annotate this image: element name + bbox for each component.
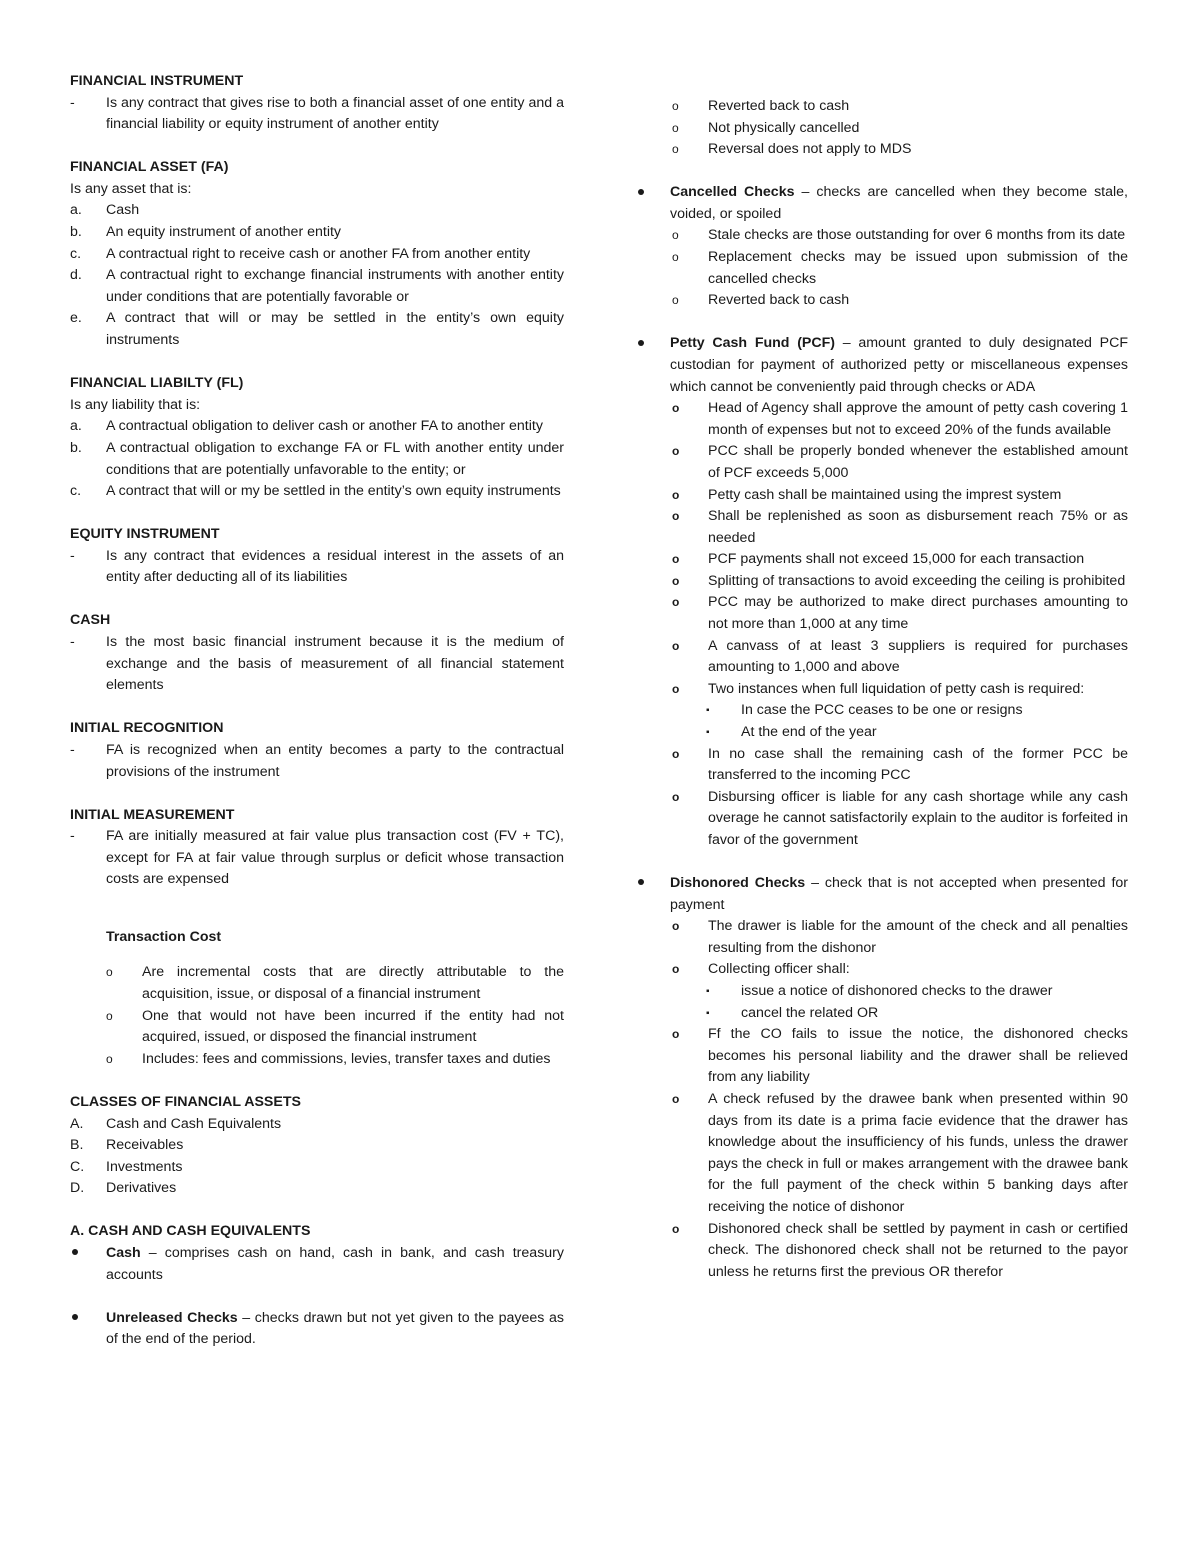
list-item: [70, 1178, 564, 1200]
list-marker: o: [672, 1092, 680, 1107]
section-equity-instrument: [70, 524, 564, 589]
definition: – check that is not accepted when presented for payment: [670, 875, 1128, 913]
list-item-text: Petty cash shall be maintained using the imprest system: [708, 486, 1062, 503]
list-marker: o: [672, 962, 680, 977]
list-item-text: A contract that will or my be settled in the entity’s own equity instruments: [106, 483, 561, 500]
square-bullet-icon: ▪: [706, 727, 710, 739]
section-cash-and-cash-equivalents: [70, 1221, 564, 1350]
sub-list-item: [672, 916, 1128, 959]
list-item-text: Collecting officer shall:: [708, 961, 850, 978]
list-item: [70, 308, 564, 351]
list-item-text: Derivatives: [106, 1180, 177, 1197]
section-classes-of-financial-assets: [70, 1092, 564, 1200]
section-financial-asset: [70, 157, 564, 351]
list-item-text: The drawer is liable for the amount of the check and all penalties resulting from the dishonor: [708, 918, 1128, 956]
sub-sub-list-item: [706, 981, 1128, 1003]
list-marker: o: [672, 552, 680, 567]
list-item-text: Reversal does not apply to MDS: [708, 141, 912, 158]
list-item: [70, 438, 564, 481]
spacer: [70, 1286, 564, 1308]
term: Petty Cash Fund (PCF): [670, 335, 836, 352]
sub-list-item: [672, 225, 1128, 247]
list-item-text: Replacement checks may be issued upon submission of the cancelled checks: [708, 249, 1128, 287]
list-item-text: A contract that will or may be settled in the entity’s own equity instruments: [106, 310, 564, 349]
section-initial-measurement: [70, 805, 564, 1071]
sub-list-item: [672, 441, 1128, 484]
list-item-text: A canvass of at least 3 suppliers is required for purchases amounting to 1,000 and above: [708, 637, 1128, 676]
section-initial-recognition: [70, 718, 564, 783]
list-marker: b.: [70, 224, 82, 241]
sub-sub-list-item: [706, 1003, 1128, 1025]
definition: – checks drawn but not yet given to the payees as of the end of the period.: [106, 1309, 564, 1348]
sub-list-item: [672, 549, 1128, 571]
list-marker: -: [70, 828, 75, 845]
bullet-icon: [636, 182, 670, 204]
section-financial-instrument: [70, 71, 564, 136]
section-heading: FINANCIAL LIABILTY (FL): [70, 375, 244, 392]
list-item-text: At the end of the year: [741, 724, 877, 741]
list-item-text: A contractual obligation to exchange FA or FL with another entity under conditions that are potentially unfavorable to the entity; or: [106, 439, 564, 478]
sub-list-item: [672, 118, 1128, 140]
list-marker: o: [672, 746, 680, 761]
sub-list-item: [672, 959, 1128, 981]
spacer: [70, 891, 564, 913]
definition: – checks are cancelled when they become stale, voided, or spoiled: [670, 184, 1128, 222]
sub-list-item: [106, 1049, 564, 1071]
list-item-text: A contractual right to receive cash or another FA from another entity: [106, 245, 531, 262]
sub-list-item: [672, 1089, 1128, 1219]
list-marker: o: [672, 250, 679, 265]
list-marker: o: [672, 293, 679, 308]
list-item-text: Ff the CO fails to issue the notice, the dishonored checks becomes his personal liability and the drawer shall be relieved from any liability: [708, 1026, 1128, 1086]
list-marker: o: [672, 638, 680, 653]
section-heading: CLASSES OF FINANCIAL ASSETS: [70, 1093, 301, 1110]
list-item-text: Dishonored check shall be settled by payment in cash or certified check. The dishonored check shall not be returned to the payor unless he returns first the previous OR therefor: [708, 1220, 1128, 1280]
sub-sub-list-item: [706, 700, 1128, 722]
list-item-text: A contractual right to exchange financial instruments with another entity under conditions that are potentially favorable or: [106, 267, 564, 305]
section-cancelled-checks: [636, 182, 1128, 312]
list-marker: -: [70, 94, 75, 111]
section-heading: EQUITY INSTRUMENT: [70, 526, 220, 543]
list-item-text: Disbursing officer is liable for any cash shortage while any cash overage he cannot satisfactorily explain to the auditor is forfeited in favor of the government: [708, 788, 1128, 848]
list-marker: o: [672, 789, 680, 804]
term: Cash: [106, 1245, 141, 1261]
list-marker: A.: [70, 1115, 84, 1132]
term: Dishonored Checks: [670, 875, 806, 892]
sub-list-item: [672, 787, 1128, 852]
list-item: [70, 632, 564, 697]
list-item: [70, 265, 564, 308]
bullet-item-dishonored-checks: [636, 873, 1128, 916]
list-marker: d.: [70, 267, 82, 284]
list-item-text: PCC may be authorized to make direct purchases amounting to not more than 1,000 at any time: [708, 594, 1128, 633]
left-column: [70, 71, 564, 1351]
sub-list-item: [672, 290, 1128, 312]
bullet-icon: [70, 1243, 106, 1265]
sub-list-item: [106, 1006, 564, 1049]
list-item-text: A contractual obligation to deliver cash or another FA to another entity: [106, 418, 543, 435]
list-item: [70, 546, 564, 589]
sub-list-item: [672, 139, 1128, 161]
list-item-text: Are incremental costs that are directly attributable to the acquisition, issue, or disposal of a financial instrument: [142, 964, 564, 1003]
bullet-icon: [636, 333, 670, 355]
list-item: [70, 826, 564, 891]
list-item: [70, 93, 564, 136]
list-item-text: Is any contract that evidences a residual interest in the assets of an entity after deducting all of its liabilities: [106, 547, 564, 586]
sub-list-item: [672, 398, 1128, 441]
unreleased-checks-continued: [636, 96, 1128, 161]
list-marker: o: [672, 1027, 680, 1042]
list-item-text: Receivables: [106, 1137, 184, 1154]
bullet-item-unreleased-checks: [70, 1308, 564, 1351]
sub-list-item: [672, 1024, 1128, 1089]
sub-list-item: [672, 247, 1128, 290]
list-item-text: Investments: [106, 1158, 183, 1175]
list-marker: C.: [70, 1158, 85, 1175]
section-intro: Is any asset that is:: [70, 180, 192, 197]
section-heading: FINANCIAL ASSET (FA): [70, 159, 229, 176]
section-dishonored-checks: [636, 873, 1128, 1283]
list-item-text: One that would not have been incurred if the entity had not acquired, issued, or disposed the financial instrument: [142, 1007, 564, 1046]
sub-list-item: [672, 506, 1128, 549]
section-petty-cash-fund: [636, 333, 1128, 851]
bullet-icon: [70, 1308, 106, 1330]
term: Unreleased Checks: [106, 1309, 238, 1326]
list-marker: e.: [70, 310, 82, 327]
section-financial-liability: [70, 373, 564, 503]
section-heading: FINANCIAL INSTRUMENT: [70, 73, 244, 89]
list-item: [70, 1135, 564, 1157]
list-item-text: Reverted back to cash: [708, 292, 850, 309]
list-item-text: Not physically cancelled: [708, 119, 860, 136]
list-item: [70, 481, 564, 503]
section-heading: INITIAL MEASUREMENT: [70, 806, 235, 823]
section-heading: CASH: [70, 612, 111, 629]
list-item-text: Reverted back to cash: [708, 98, 850, 114]
list-item: [70, 200, 564, 222]
list-item: [70, 244, 564, 266]
list-item-text: cancel the related OR: [741, 1004, 879, 1021]
list-item-text: Is the most basic financial instrument because it is the medium of exchange and the basis of measurement of all financial statement elements: [106, 634, 564, 694]
right-column: [636, 96, 1128, 1283]
list-item-text: Head of Agency shall approve the amount of petty cash covering 1 month of expenses but not to exceed 20% of the funds available: [708, 400, 1128, 438]
list-item-text: [670, 333, 1128, 398]
bullet-icon: [636, 873, 670, 895]
section-heading: INITIAL RECOGNITION: [70, 720, 224, 737]
list-marker: o: [672, 487, 680, 502]
list-item-text: PCC shall be properly bonded whenever the established amount of PCF exceeds 5,000: [708, 443, 1128, 481]
sub-list-item: [672, 96, 1128, 118]
list-marker: c.: [70, 245, 82, 262]
list-marker: o: [106, 1008, 113, 1023]
section-heading: A. CASH AND CASH EQUIVALENTS: [70, 1223, 311, 1240]
list-item: [70, 416, 564, 438]
list-marker: o: [672, 142, 679, 157]
definition: – comprises cash on hand, cash in bank, and cash treasury accounts: [106, 1245, 564, 1283]
square-bullet-icon: ▪: [706, 1007, 710, 1019]
list-item-text: Stale checks are those outstanding for over 6 months from its date: [708, 227, 1126, 244]
list-marker: o: [672, 595, 680, 610]
list-marker: c.: [70, 483, 82, 500]
transaction-cost-heading: Transaction Cost: [106, 928, 222, 945]
list-marker: b.: [70, 439, 82, 456]
list-marker: B.: [70, 1137, 84, 1154]
sub-list-item: [672, 592, 1128, 635]
list-marker: o: [672, 573, 680, 588]
section-cash: [70, 610, 564, 696]
list-marker: a.: [70, 202, 82, 219]
list-item-text: Cash and Cash Equivalents: [106, 1115, 282, 1132]
list-item-text: [106, 1308, 564, 1351]
list-item-text: Splitting of transactions to avoid exceeding the ceiling is prohibited: [708, 572, 1126, 589]
bullet-item-cancelled-checks: [636, 182, 1128, 225]
term: Cancelled Checks: [670, 184, 795, 201]
list-item-text: A check refused by the drawee bank when presented within 90 days from its date is a prima facie evidence that the drawer has knowledge about the insufficiency of his funds, unless the drawer pays the check in full or makes arrangement with the drawee bank for the full payment of the check within 5 banking days after receiving the notice of dishonor: [708, 1091, 1128, 1215]
sub-list-item: [672, 485, 1128, 507]
list-item-text: Shall be replenished as soon as disbursement reach 75% or as needed: [708, 508, 1128, 546]
list-marker: o: [672, 228, 679, 243]
list-marker: o: [672, 401, 680, 416]
list-item-text: Two instances when full liquidation of petty cash is required:: [708, 680, 1085, 697]
list-marker: o: [672, 509, 680, 524]
list-marker: -: [70, 741, 75, 758]
sub-sub-list-item: [706, 722, 1128, 744]
list-item-text: PCF payments shall not exceed 15,000 for each transaction: [708, 551, 1085, 568]
list-marker: D.: [70, 1180, 85, 1197]
list-marker: o: [672, 681, 680, 696]
bullet-item-cash: [70, 1243, 564, 1286]
list-item: [70, 1114, 564, 1136]
list-item-text: FA are initially measured at fair value plus transaction cost (FV + TC), except for FA at fair value through surplus or deficit whose transaction costs are expensed: [106, 828, 564, 888]
list-marker: -: [70, 634, 75, 651]
list-item-text: In case the PCC ceases to be one or resigns: [741, 702, 1023, 719]
sub-list-item: [106, 962, 564, 1005]
list-item: [70, 740, 564, 783]
list-item-text: [670, 873, 1128, 916]
bullet-item-petty-cash-fund: [636, 333, 1128, 398]
list-item-text: An equity instrument of another entity: [106, 224, 342, 241]
section-intro: Is any liability that is:: [70, 396, 201, 413]
list-item-text: issue a notice of dishonored checks to the drawer: [741, 983, 1053, 1000]
square-bullet-icon: ▪: [706, 986, 710, 998]
list-item-text: Cash: [106, 202, 140, 219]
list-marker: a.: [70, 418, 82, 435]
sub-list-item: [672, 1219, 1128, 1284]
square-bullet-icon: ▪: [706, 705, 710, 717]
list-marker: o: [672, 99, 679, 113]
list-item: [70, 1157, 564, 1179]
list-item-text: [670, 182, 1128, 225]
list-marker: o: [672, 919, 680, 934]
sub-list-item: [672, 636, 1128, 679]
sub-list-item: [672, 679, 1128, 701]
list-marker: o: [106, 965, 113, 980]
list-item: [70, 222, 564, 244]
list-item-text: In no case shall the remaining cash of the former PCC be transferred to the incoming PCC: [708, 745, 1128, 784]
definition: – amount granted to duly designated PCF custodian for payment of authorized petty or miscellaneous expenses which cannot be conveniently paid through checks or ADA: [670, 335, 1129, 395]
list-item-text: Is any contract that gives rise to both a financial asset of one entity and a financial liability or equity instrument of another entity: [106, 94, 564, 133]
list-marker: o: [106, 1051, 113, 1066]
list-marker: o: [672, 120, 679, 135]
list-item-text: Includes: fees and commissions, levies, transfer taxes and duties: [142, 1050, 551, 1067]
list-marker: o: [672, 1221, 680, 1236]
list-marker: -: [70, 547, 75, 564]
sub-list-item: [672, 571, 1128, 593]
sub-list-item: [672, 744, 1128, 787]
list-item-text: FA is recognized when an entity becomes a party to the contractual provisions of the instrument: [106, 741, 564, 780]
list-item-text: [106, 1243, 564, 1286]
list-marker: o: [672, 444, 680, 459]
